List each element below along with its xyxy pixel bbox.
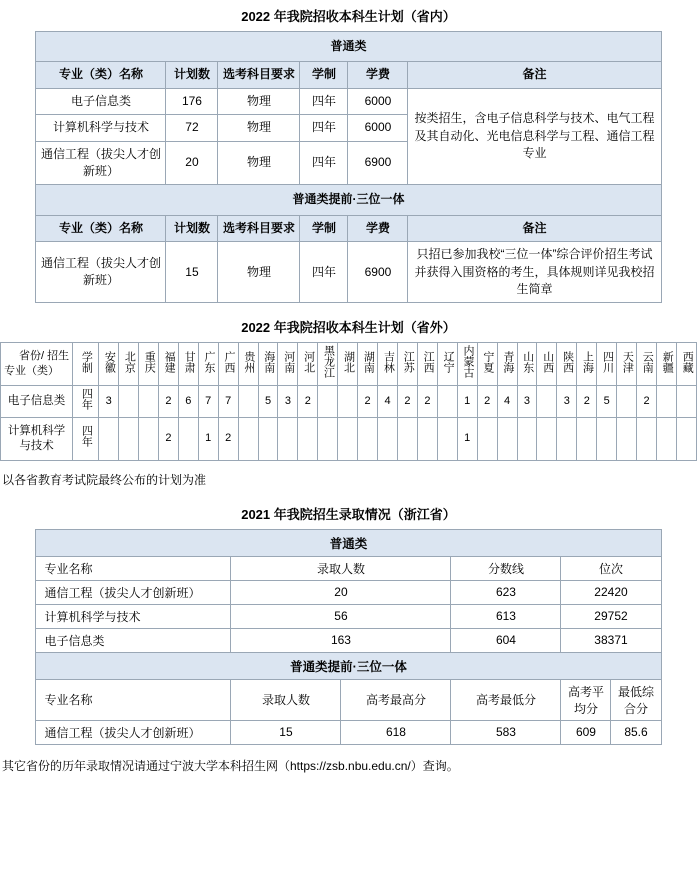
cell-plan — [437, 417, 457, 460]
table-header-row — [36, 215, 661, 241]
header-province: 黑龙江 — [318, 343, 338, 386]
cell-major: 通信工程（拔尖人才创新班） — [36, 242, 166, 303]
header-province: 贵州 — [238, 343, 258, 386]
cell-score: 623 — [451, 580, 561, 604]
province-outside-plan-table — [0, 342, 697, 461]
cell-subject: 物理 — [218, 88, 300, 114]
cell-plan — [119, 386, 139, 418]
header-province: 西藏 — [676, 343, 696, 386]
cell-plan: 1 — [198, 417, 218, 460]
cell-score: 613 — [451, 604, 561, 628]
cell-plan — [537, 386, 557, 418]
cell-max: 618 — [341, 720, 451, 744]
cell-remark: 只招已参加我校“三位一体”综合评价招生考试并获得入围资格的考生，具体规则详见我校招生简章 — [408, 242, 661, 303]
header-subject: 选考科目要求 — [218, 215, 300, 241]
admission-result-table — [35, 529, 661, 745]
header-province: 湖北 — [338, 343, 358, 386]
cell-major: 电子信息类 — [36, 628, 231, 652]
corner-line1: 省份/ 招生 — [19, 350, 70, 363]
cell-rank: 38371 — [561, 628, 661, 652]
cell-plan: 3 — [557, 386, 577, 418]
table-band-row — [36, 529, 661, 556]
cell-plan — [577, 417, 597, 460]
table-row — [36, 88, 661, 114]
header-province: 云南 — [637, 343, 657, 386]
header-major: 专业（类）名称 — [36, 215, 166, 241]
cell-plan: 1 — [457, 386, 477, 418]
cell-plan — [637, 417, 657, 460]
table-row — [36, 604, 661, 628]
header-province: 青海 — [497, 343, 517, 386]
cell-subject: 物理 — [218, 115, 300, 141]
table-row — [36, 580, 661, 604]
header-major: 专业（类）名称 — [36, 62, 166, 88]
cell-plan — [497, 417, 517, 460]
header-province: 河北 — [298, 343, 318, 386]
header-xuezhi: 学制 — [73, 343, 99, 386]
header-max: 高考最高分 — [341, 679, 451, 720]
header-province: 安徽 — [99, 343, 119, 386]
cell-subject: 物理 — [218, 141, 300, 185]
header-subject: 选考科目要求 — [218, 62, 300, 88]
table-header-row — [36, 556, 661, 580]
header-province: 山西 — [537, 343, 557, 386]
cell-major: 电子信息类 — [36, 88, 166, 114]
cell-count: 163 — [231, 628, 451, 652]
cell-subject: 物理 — [218, 242, 300, 303]
cell-fee: 6900 — [348, 242, 408, 303]
header-province: 广东 — [198, 343, 218, 386]
table-band-row — [36, 185, 661, 215]
table-header-row — [36, 679, 661, 720]
cell-plan — [99, 417, 119, 460]
header-province: 河南 — [278, 343, 298, 386]
cell-plan: 2 — [637, 386, 657, 418]
header-plan: 计划数 — [166, 62, 218, 88]
header-province: 陕西 — [557, 343, 577, 386]
cell-plan — [617, 386, 637, 418]
province-inside-plan-table — [35, 31, 661, 303]
cell-plan — [617, 417, 637, 460]
header-count: 录取人数 — [231, 556, 451, 580]
cell-plan — [557, 417, 577, 460]
header-major: 专业名称 — [36, 556, 231, 580]
page-root — [0, 6, 697, 774]
cell-plan: 2 — [577, 386, 597, 418]
table-row — [1, 417, 697, 460]
table-band-row — [36, 652, 661, 679]
cell-plan — [477, 417, 497, 460]
header-province: 广西 — [218, 343, 238, 386]
cell-plan: 72 — [166, 115, 218, 141]
cell-fee: 6000 — [348, 115, 408, 141]
header-province: 海南 — [258, 343, 278, 386]
cell-comp: 85.6 — [611, 720, 661, 744]
cell-plan — [437, 386, 457, 418]
header-remark: 备注 — [408, 62, 661, 88]
table-row — [36, 628, 661, 652]
cell-major: 通信工程（拔尖人才创新班） — [36, 141, 166, 185]
cell-plan — [676, 386, 696, 418]
row-major: 计算机科学与技术 — [1, 417, 73, 460]
header-province: 上海 — [577, 343, 597, 386]
header-province: 天津 — [617, 343, 637, 386]
cell-fee: 6000 — [348, 88, 408, 114]
header-score: 分数线 — [451, 556, 561, 580]
footer-note: 其它省份的历年录取情况请通过宁波大学本科招生网（https://zsb.nbu.edu.cn/）查询。 — [2, 758, 459, 773]
header-fee: 学费 — [348, 215, 408, 241]
cell-plan: 20 — [166, 141, 218, 185]
cell-plan — [398, 417, 418, 460]
cell-score: 604 — [451, 628, 561, 652]
cell-plan: 2 — [158, 417, 178, 460]
cell-plan: 7 — [218, 386, 238, 418]
table-band-row — [36, 32, 661, 62]
header-province: 四川 — [597, 343, 617, 386]
header-remark: 备注 — [408, 215, 661, 241]
cell-plan: 2 — [298, 386, 318, 418]
cell-plan: 2 — [417, 386, 437, 418]
cell-plan: 2 — [158, 386, 178, 418]
corner-line2: 专业（类） — [4, 365, 59, 378]
header-plan: 计划数 — [166, 215, 218, 241]
cell-years: 四年 — [300, 242, 348, 303]
cell-major: 通信工程（拔尖人才创新班） — [36, 720, 231, 744]
cell-fee: 6900 — [348, 141, 408, 185]
band-advance: 普通类提前·三位一体 — [36, 652, 661, 679]
cell-plan — [517, 417, 537, 460]
cell-years: 四年 — [300, 88, 348, 114]
header-province: 湖南 — [358, 343, 378, 386]
header-province: 内蒙古 — [457, 343, 477, 386]
band-advance: 普通类提前·三位一体 — [36, 185, 661, 215]
section3-title: 2021 年我院招生录取情况（浙江省） — [241, 506, 456, 522]
cell-plan — [656, 386, 676, 418]
header-comp: 最低综合分 — [611, 679, 661, 720]
cell-plan: 7 — [198, 386, 218, 418]
cell-plan: 176 — [166, 88, 218, 114]
band-common: 普通类 — [36, 32, 661, 62]
cell-plan — [258, 417, 278, 460]
cell-plan — [358, 417, 378, 460]
cell-plan — [318, 417, 338, 460]
cell-plan: 5 — [258, 386, 278, 418]
cell-years: 四年 — [300, 141, 348, 185]
cell-plan — [178, 417, 198, 460]
cell-plan — [119, 417, 139, 460]
cell-rank: 22420 — [561, 580, 661, 604]
cell-plan: 15 — [166, 242, 218, 303]
header-rank: 位次 — [561, 556, 661, 580]
cell-plan — [676, 417, 696, 460]
cell-plan — [597, 417, 617, 460]
header-province: 辽宁 — [437, 343, 457, 386]
row-major: 电子信息类 — [1, 386, 73, 418]
header-province: 甘肃 — [178, 343, 198, 386]
cell-years: 四年 — [300, 115, 348, 141]
cell-plan — [656, 417, 676, 460]
cell-plan: 3 — [278, 386, 298, 418]
cell-major: 通信工程（拔尖人才创新班） — [36, 580, 231, 604]
header-min: 高考最低分 — [451, 679, 561, 720]
cell-plan — [338, 386, 358, 418]
cell-plan — [417, 417, 437, 460]
cell-plan — [238, 386, 258, 418]
band-common: 普通类 — [36, 529, 661, 556]
cell-plan: 4 — [378, 386, 398, 418]
table-row — [36, 242, 661, 303]
cell-major: 计算机科学与技术 — [36, 115, 166, 141]
cell-plan: 3 — [517, 386, 537, 418]
plan-note: 以各省教育考试院最终公布的计划为准 — [2, 472, 207, 487]
cell-count: 20 — [231, 580, 451, 604]
header-province: 重庆 — [139, 343, 159, 386]
header-province: 江西 — [417, 343, 437, 386]
table-header-row — [36, 62, 661, 88]
cell-plan: 2 — [477, 386, 497, 418]
row-xuezhi: 四年 — [73, 417, 99, 460]
cell-plan: 2 — [398, 386, 418, 418]
cell-plan — [139, 386, 159, 418]
header-avg: 高考平均分 — [561, 679, 611, 720]
header-province: 江苏 — [398, 343, 418, 386]
cell-plan: 4 — [497, 386, 517, 418]
corner-header — [1, 343, 73, 386]
header-count: 录取人数 — [231, 679, 341, 720]
cell-plan: 2 — [218, 417, 238, 460]
cell-plan: 2 — [358, 386, 378, 418]
cell-count: 56 — [231, 604, 451, 628]
header-years: 学制 — [300, 62, 348, 88]
cell-plan — [537, 417, 557, 460]
header-major: 专业名称 — [36, 679, 231, 720]
section2-title: 2022 年我院招收本科生计划（省外） — [241, 320, 456, 336]
cell-remark: 按类招生，含电子信息科学与技术、电气工程及其自动化、光电信息科学与工程、通信工程专业 — [408, 88, 661, 185]
header-province: 北京 — [119, 343, 139, 386]
cell-rank: 29752 — [561, 604, 661, 628]
cell-plan: 1 — [457, 417, 477, 460]
cell-plan — [139, 417, 159, 460]
cell-plan: 5 — [597, 386, 617, 418]
table-row — [1, 386, 697, 418]
cell-plan — [298, 417, 318, 460]
cell-plan: 3 — [99, 386, 119, 418]
table-row — [36, 720, 661, 744]
cell-count: 15 — [231, 720, 341, 744]
cell-min: 583 — [451, 720, 561, 744]
cell-plan: 6 — [178, 386, 198, 418]
cell-plan — [238, 417, 258, 460]
row-xuezhi: 四年 — [73, 386, 99, 418]
header-province: 新疆 — [656, 343, 676, 386]
header-province: 宁夏 — [477, 343, 497, 386]
cell-major: 计算机科学与技术 — [36, 604, 231, 628]
header-fee: 学费 — [348, 62, 408, 88]
header-province: 福建 — [158, 343, 178, 386]
cell-plan — [318, 386, 338, 418]
header-province: 山东 — [517, 343, 537, 386]
cell-plan — [378, 417, 398, 460]
header-province: 吉林 — [378, 343, 398, 386]
section1-title: 2022 年我院招收本科生计划（省内） — [241, 9, 456, 24]
table-header-row — [1, 343, 697, 386]
cell-plan — [338, 417, 358, 460]
cell-plan — [278, 417, 298, 460]
cell-avg: 609 — [561, 720, 611, 744]
header-years: 学制 — [300, 215, 348, 241]
